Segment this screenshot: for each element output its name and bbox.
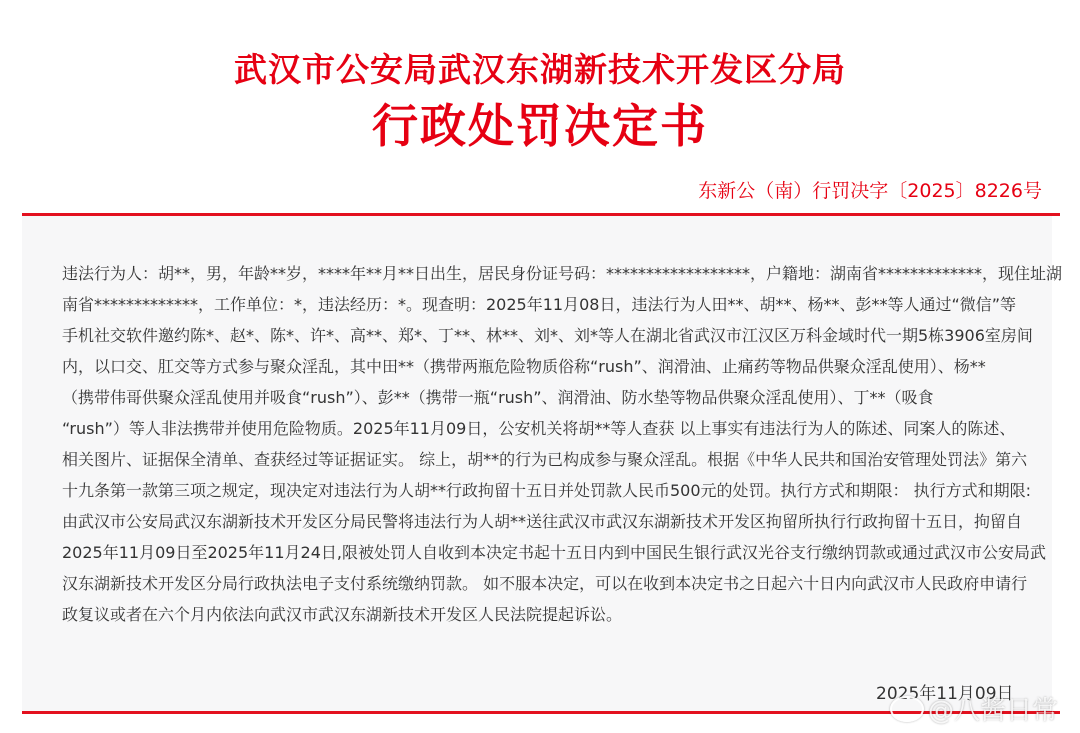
- watermark-text: @八酱日常: [928, 696, 1059, 726]
- body-line: 手机社交软件邀约陈*、赵*、陈*、许*、高**、郑*、丁**、林**、刘*、刘*等人在湖北省武汉市江汉区万科金域时代一期5栋3906室房间: [62, 326, 1033, 345]
- body-line: （携带伟哥供聚众淫乱使用并吸食“rush”）、彭**（携带一瓶“rush”、润滑油、防水垫等物品供聚众淫乱使用）、丁**（吸食: [62, 388, 934, 407]
- body-line: 汉东湖新技术开发区分局行政执法电子支付系统缴纳罚款。 如不服本决定，可以在收到本决定书之日起六十日内向武汉市人民政府申请行: [62, 574, 1028, 593]
- body-line: “rush”）等人非法携带并使用危险物质。2025年11月09日，公安机关将胡**等人查获 以上事实有违法行为人的陈述、同案人的陈述、: [62, 419, 1016, 438]
- weibo-logo-icon: [890, 696, 924, 722]
- body-line: 政复议或者在六个月内依法向武汉市武汉东湖新技术开发区人民法院提起诉讼。: [62, 605, 623, 624]
- issuer-title: 武汉市公安局武汉东湖新技术开发区分局: [234, 50, 846, 89]
- body-line: 十九条第一款第三项之规定，现决定对违法行为人胡**行政拘留十五日并处罚款人民币500元的处罚。执行方式和期限： 执行方式和期限:: [62, 481, 1032, 500]
- document-number: 东新公（南）行罚决字〔2025〕8226号: [698, 180, 1042, 202]
- decision-date: 2025年11月09日: [876, 684, 1014, 704]
- body-line: 相关图片、证据保全清单、查获经过等证据证实。 综上，胡**的行为已构成参与聚众淫乱。根据《中华人民共和国治安管理处罚法》第六: [62, 450, 1028, 469]
- body-line: 违法行为人：胡**，男，年龄**岁，****年**月**日出生，居民身份证号码：******************，户籍地：湖南省*************，现住址湖: [62, 264, 1063, 283]
- decision-body: [62, 258, 1063, 630]
- document-title: 行政处罚决定书: [372, 99, 708, 153]
- body-line: 由武汉市公安局武汉东湖新技术开发区分局民警将违法行为人胡**送往武汉市武汉东湖新技术开发区拘留所执行行政拘留十五日，拘留自: [62, 512, 1023, 531]
- watermark: [890, 690, 1058, 727]
- body-line: 2025年11月09日至2025年11月24日,限被处罚人自收到本决定书起十五日内到中国民生银行武汉光谷支行缴纳罚款或通过武汉市公安局武: [62, 543, 1046, 562]
- body-line: 内，以口交、肛交等方式参与聚众淫乱，其中田**（携带两瓶危险物质俗称“rush”、润滑油、止痛药等物品供聚众淫乱使用）、杨**: [62, 357, 986, 376]
- body-line: 南省*************，工作单位：*，违法经历：*。现查明：2025年11月08日，违法行为人田**、胡**、杨**、彭**等人通过“微信”等: [62, 295, 1017, 314]
